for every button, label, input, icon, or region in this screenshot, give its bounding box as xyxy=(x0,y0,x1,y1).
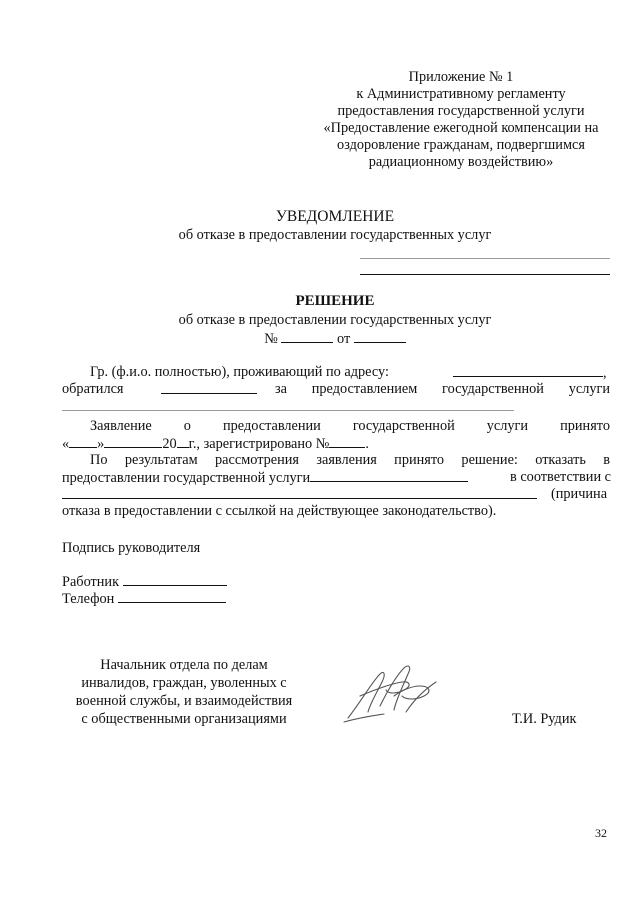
date-blank xyxy=(354,330,406,343)
worker-line xyxy=(62,573,227,591)
text-span: По результатам рассмотрения заявления принято решение: отказать в xyxy=(90,452,610,468)
paragraph-line xyxy=(62,486,537,504)
reason-blank xyxy=(62,486,537,499)
text-span: , xyxy=(603,365,607,381)
notice-subtitle: об отказе в предоставлении государственных услуг xyxy=(178,227,492,243)
date-label: от xyxy=(337,331,351,347)
number-blank xyxy=(281,330,333,343)
paragraph-line xyxy=(510,469,611,486)
annex-line: к Административному регламенту xyxy=(356,86,566,102)
official-name: Т.И. Рудик xyxy=(512,711,577,727)
paragraph-line xyxy=(90,418,610,435)
paragraph-line xyxy=(551,486,607,503)
text-span: Заявление о предоставлении государственной услуги принято xyxy=(90,418,610,434)
paragraph-line xyxy=(62,381,124,398)
registration-blank xyxy=(329,435,365,448)
decision-subtitle: об отказе в предоставлении государственных услуг xyxy=(178,312,492,328)
applicant-field xyxy=(161,381,257,399)
address-field xyxy=(453,364,607,382)
paragraph-line xyxy=(62,435,369,453)
text-span: г., зарегистрировано № xyxy=(188,436,330,452)
text-span: обратился xyxy=(62,381,124,397)
annex-header xyxy=(300,69,622,171)
position-line: инвалидов, граждан, уволенных с xyxy=(81,675,287,691)
text-span: в соответствии с xyxy=(510,469,612,485)
notice-title: УВЕДОМЛЕНИЕ xyxy=(275,208,395,225)
annex-line: Приложение № 1 xyxy=(408,69,514,85)
month-blank xyxy=(104,435,162,448)
worker-blank xyxy=(123,573,227,586)
text-span: за предоставлением государственной услуги xyxy=(275,381,610,397)
paragraph-line xyxy=(90,364,389,381)
service-blank xyxy=(161,381,257,394)
text-span: Гр. (ф.и.о. полностью), проживающий по адресу: xyxy=(90,364,389,380)
text-span: » xyxy=(97,436,105,452)
text-span: . xyxy=(365,436,369,452)
decision-title: РЕШЕНИЕ xyxy=(295,293,375,309)
paragraph-line xyxy=(62,503,496,520)
paragraph-line xyxy=(90,452,610,469)
service-blank xyxy=(310,469,468,482)
annex-line: радиационному воздействию» xyxy=(368,154,554,170)
text-span: (причина xyxy=(551,486,608,502)
text-span: отказа в предоставлении с ссылкой на действующее законодательство). xyxy=(62,503,497,519)
annex-line: оздоровление гражданам, подвергшимся xyxy=(337,137,585,153)
position-line: военной службы, и взаимодействия xyxy=(75,693,293,709)
number-label: № xyxy=(264,331,278,347)
annex-line: предоставления государственной услуги xyxy=(337,103,585,119)
annex-line: «Предоставление ежегодной компенсации на xyxy=(323,120,599,136)
page-number: 32 xyxy=(595,826,607,840)
official-position xyxy=(58,656,310,728)
head-signature-label: Подпись руководителя xyxy=(62,540,201,556)
recipient-line xyxy=(360,258,610,259)
phone-line xyxy=(62,590,226,608)
handwritten-signature xyxy=(340,660,450,730)
worker-label: Работник xyxy=(62,574,120,590)
day-blank xyxy=(69,435,97,448)
text-span: « xyxy=(62,436,70,452)
text-span: 20 xyxy=(162,436,177,452)
paragraph-line xyxy=(275,381,610,398)
decision-number-line xyxy=(0,330,640,348)
position-line: с общественными организациями xyxy=(81,711,287,727)
year-blank xyxy=(177,435,189,448)
position-line: Начальник отдела по делам xyxy=(100,657,268,673)
phone-label: Телефон xyxy=(62,591,115,607)
text-span: предоставлении государственной услуги xyxy=(62,470,311,486)
recipient-line xyxy=(360,274,610,275)
address-blank xyxy=(453,364,603,377)
service-name-line xyxy=(62,410,514,411)
phone-blank xyxy=(118,590,226,603)
paragraph-line xyxy=(62,469,468,487)
